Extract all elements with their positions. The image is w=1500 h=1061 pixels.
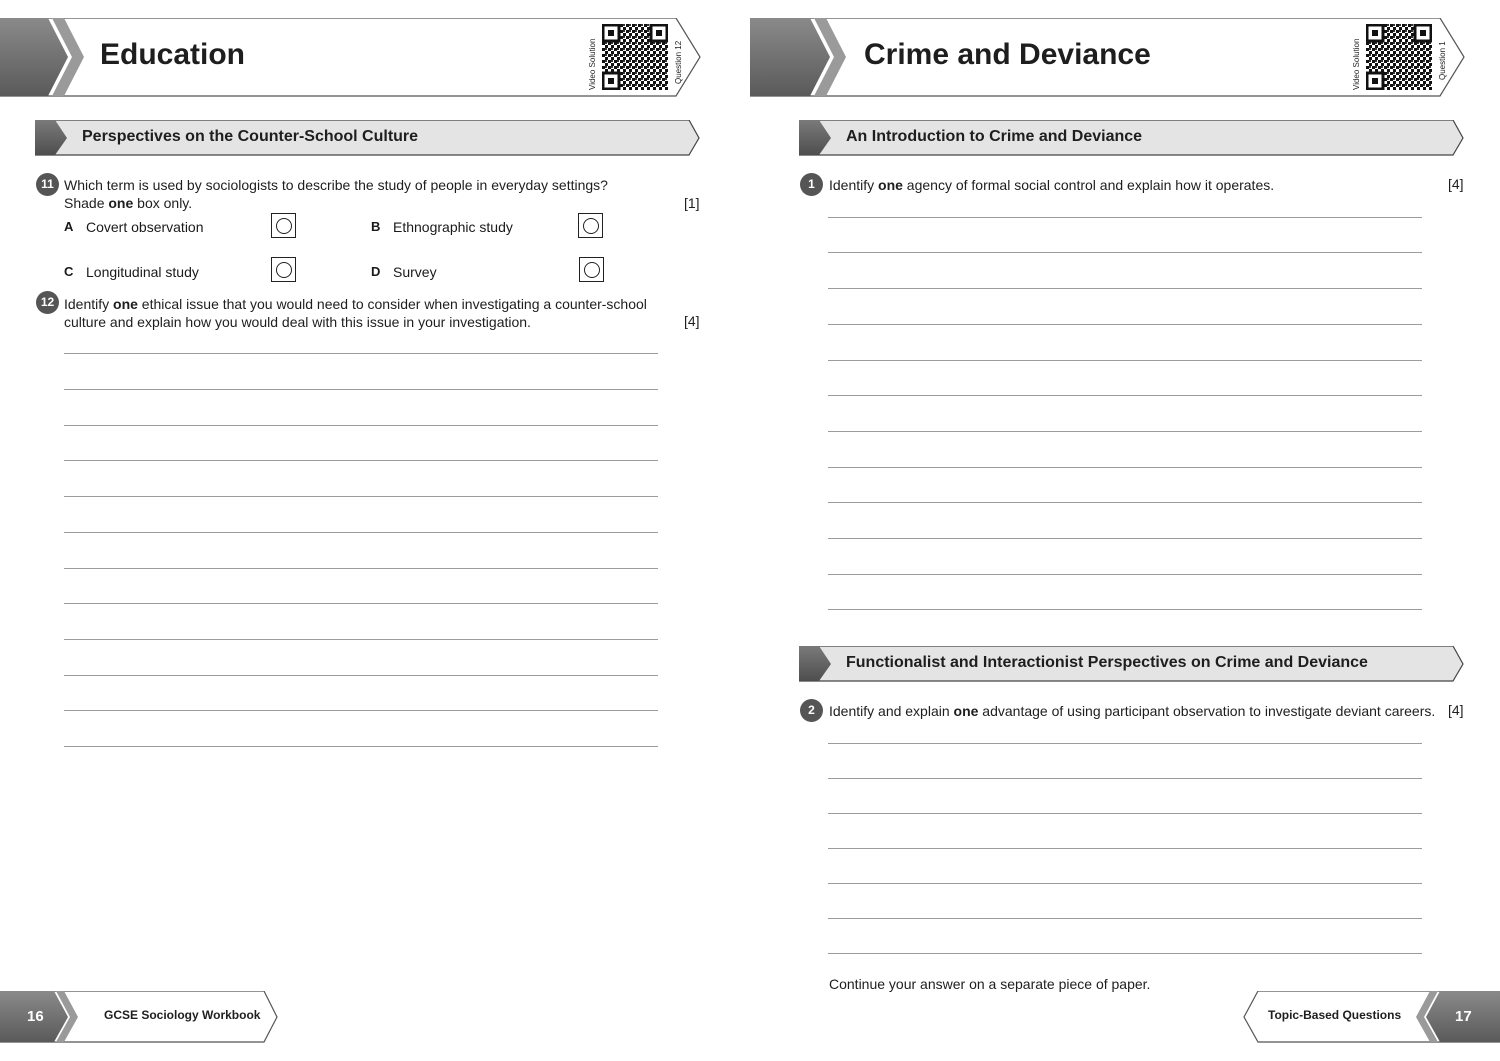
chapter-header-crime-deviance: [750, 18, 1466, 97]
qr-label-question: Question 1: [1438, 41, 1447, 80]
question-number-badge: 2: [800, 699, 823, 722]
option-a-text: Covert observation: [86, 219, 204, 235]
chapter-title: Education: [100, 38, 246, 71]
question-text: Identify: [829, 177, 879, 193]
section-banner-intro-crime: [799, 120, 1465, 156]
qr-code-graphic: [602, 24, 668, 90]
answer-line: [828, 918, 1422, 919]
section-title: Perspectives on the Counter-School Culture: [82, 128, 419, 145]
option-a-letter: A: [64, 219, 74, 234]
option-b-checkbox[interactable]: [578, 213, 603, 238]
option-d-letter: D: [371, 264, 381, 279]
instruction-emphasis: one: [108, 195, 134, 211]
qr-code-graphic: [1366, 24, 1432, 90]
answer-line: [64, 568, 658, 569]
question-text-end: ethical issue that you would need to consider when investigating a counter-school: [137, 296, 647, 312]
qr-label-question: Question 12: [674, 40, 683, 84]
answer-line: [64, 460, 658, 461]
answer-line: [64, 639, 658, 640]
answer-line: [828, 431, 1422, 432]
qr-label-video-solution: Video Solution: [1352, 38, 1361, 90]
section-title: Functionalist and Interactionist Perspectives on Crime and Deviance: [846, 654, 1368, 671]
question-1-text: [829, 176, 1274, 194]
answer-line: [828, 395, 1422, 396]
footer-left: [0, 991, 280, 1043]
chapter-title: Crime and Deviance: [864, 38, 1151, 71]
question-number-badge: 1: [800, 173, 823, 196]
footer-title: Topic-Based Questions: [1268, 1008, 1402, 1022]
answer-line: [828, 252, 1422, 253]
question-text-end: agency of formal social control and explain how it operates.: [902, 177, 1275, 193]
instruction-text: Shade: [64, 195, 109, 211]
option-c-letter: C: [64, 264, 74, 279]
option-d-text: Survey: [393, 264, 437, 280]
option-b-letter: B: [371, 219, 381, 234]
answer-line: [64, 746, 658, 747]
answer-line: [828, 883, 1422, 884]
continue-note: Continue your answer on a separate piece of paper.: [829, 976, 1151, 992]
qr-code[interactable]: [1366, 24, 1432, 90]
question-text: Identify: [64, 296, 114, 312]
option-d-checkbox[interactable]: [579, 257, 604, 282]
option-c-text: Longitudinal study: [86, 264, 199, 280]
answer-line: [828, 813, 1422, 814]
answer-line: [64, 353, 658, 354]
answer-line: [64, 389, 658, 390]
question-number-badge: 11: [36, 173, 59, 196]
answer-line: [64, 496, 658, 497]
answer-line: [828, 953, 1422, 954]
answer-line: [828, 467, 1422, 468]
question-1-marks: [4]: [1448, 176, 1464, 192]
question-text: Identify and explain: [829, 703, 954, 719]
answer-line: [828, 324, 1422, 325]
question-emphasis: one: [113, 296, 138, 312]
question-12-marks: [4]: [684, 313, 700, 329]
question-emphasis: one: [878, 177, 903, 193]
question-number-badge: 12: [36, 291, 59, 314]
answer-line: [64, 425, 658, 426]
answer-line: [64, 675, 658, 676]
footer-right: [1242, 991, 1500, 1043]
answer-line: [828, 502, 1422, 503]
answer-line: [64, 532, 658, 533]
question-11-text: Which term is used by sociologists to describe the study of people in everyday settings?: [64, 177, 608, 193]
qr-label-video-solution: Video Solution: [588, 38, 597, 90]
answer-line: [828, 288, 1422, 289]
instruction-text-end: box only.: [133, 195, 193, 211]
answer-line: [828, 360, 1422, 361]
question-12-text-line2: culture and explain how you would deal with this issue in your investigation.: [64, 314, 531, 330]
question-11-marks: [1]: [684, 195, 700, 211]
option-b-text: Ethnographic study: [393, 219, 513, 235]
answer-line: [64, 710, 658, 711]
answer-line: [828, 778, 1422, 779]
chapter-header-education: [0, 18, 702, 97]
section-title: An Introduction to Crime and Deviance: [846, 128, 1143, 145]
qr-code[interactable]: [602, 24, 668, 90]
question-12-text: [64, 295, 647, 313]
answer-line: [828, 574, 1422, 575]
answer-line: [828, 848, 1422, 849]
answer-line: [828, 743, 1422, 744]
answer-line: [828, 217, 1422, 218]
question-2-marks: [4]: [1448, 702, 1464, 718]
question-text-end: advantage of using participant observation to investigate deviant careers.: [978, 703, 1436, 719]
option-c-checkbox[interactable]: [271, 257, 296, 282]
answer-line: [828, 609, 1422, 610]
question-11-instruction: [64, 194, 192, 212]
section-banner-counter-school: [35, 120, 701, 156]
option-a-checkbox[interactable]: [271, 213, 296, 238]
footer-title: GCSE Sociology Workbook: [104, 1008, 261, 1022]
answer-line: [64, 603, 658, 604]
question-emphasis: one: [953, 703, 979, 719]
answer-line: [828, 538, 1422, 539]
page-number: 16: [27, 1008, 44, 1025]
page-number: 17: [1455, 1008, 1472, 1025]
question-2-text: [829, 702, 1435, 720]
section-banner-functionalist: [799, 646, 1465, 682]
